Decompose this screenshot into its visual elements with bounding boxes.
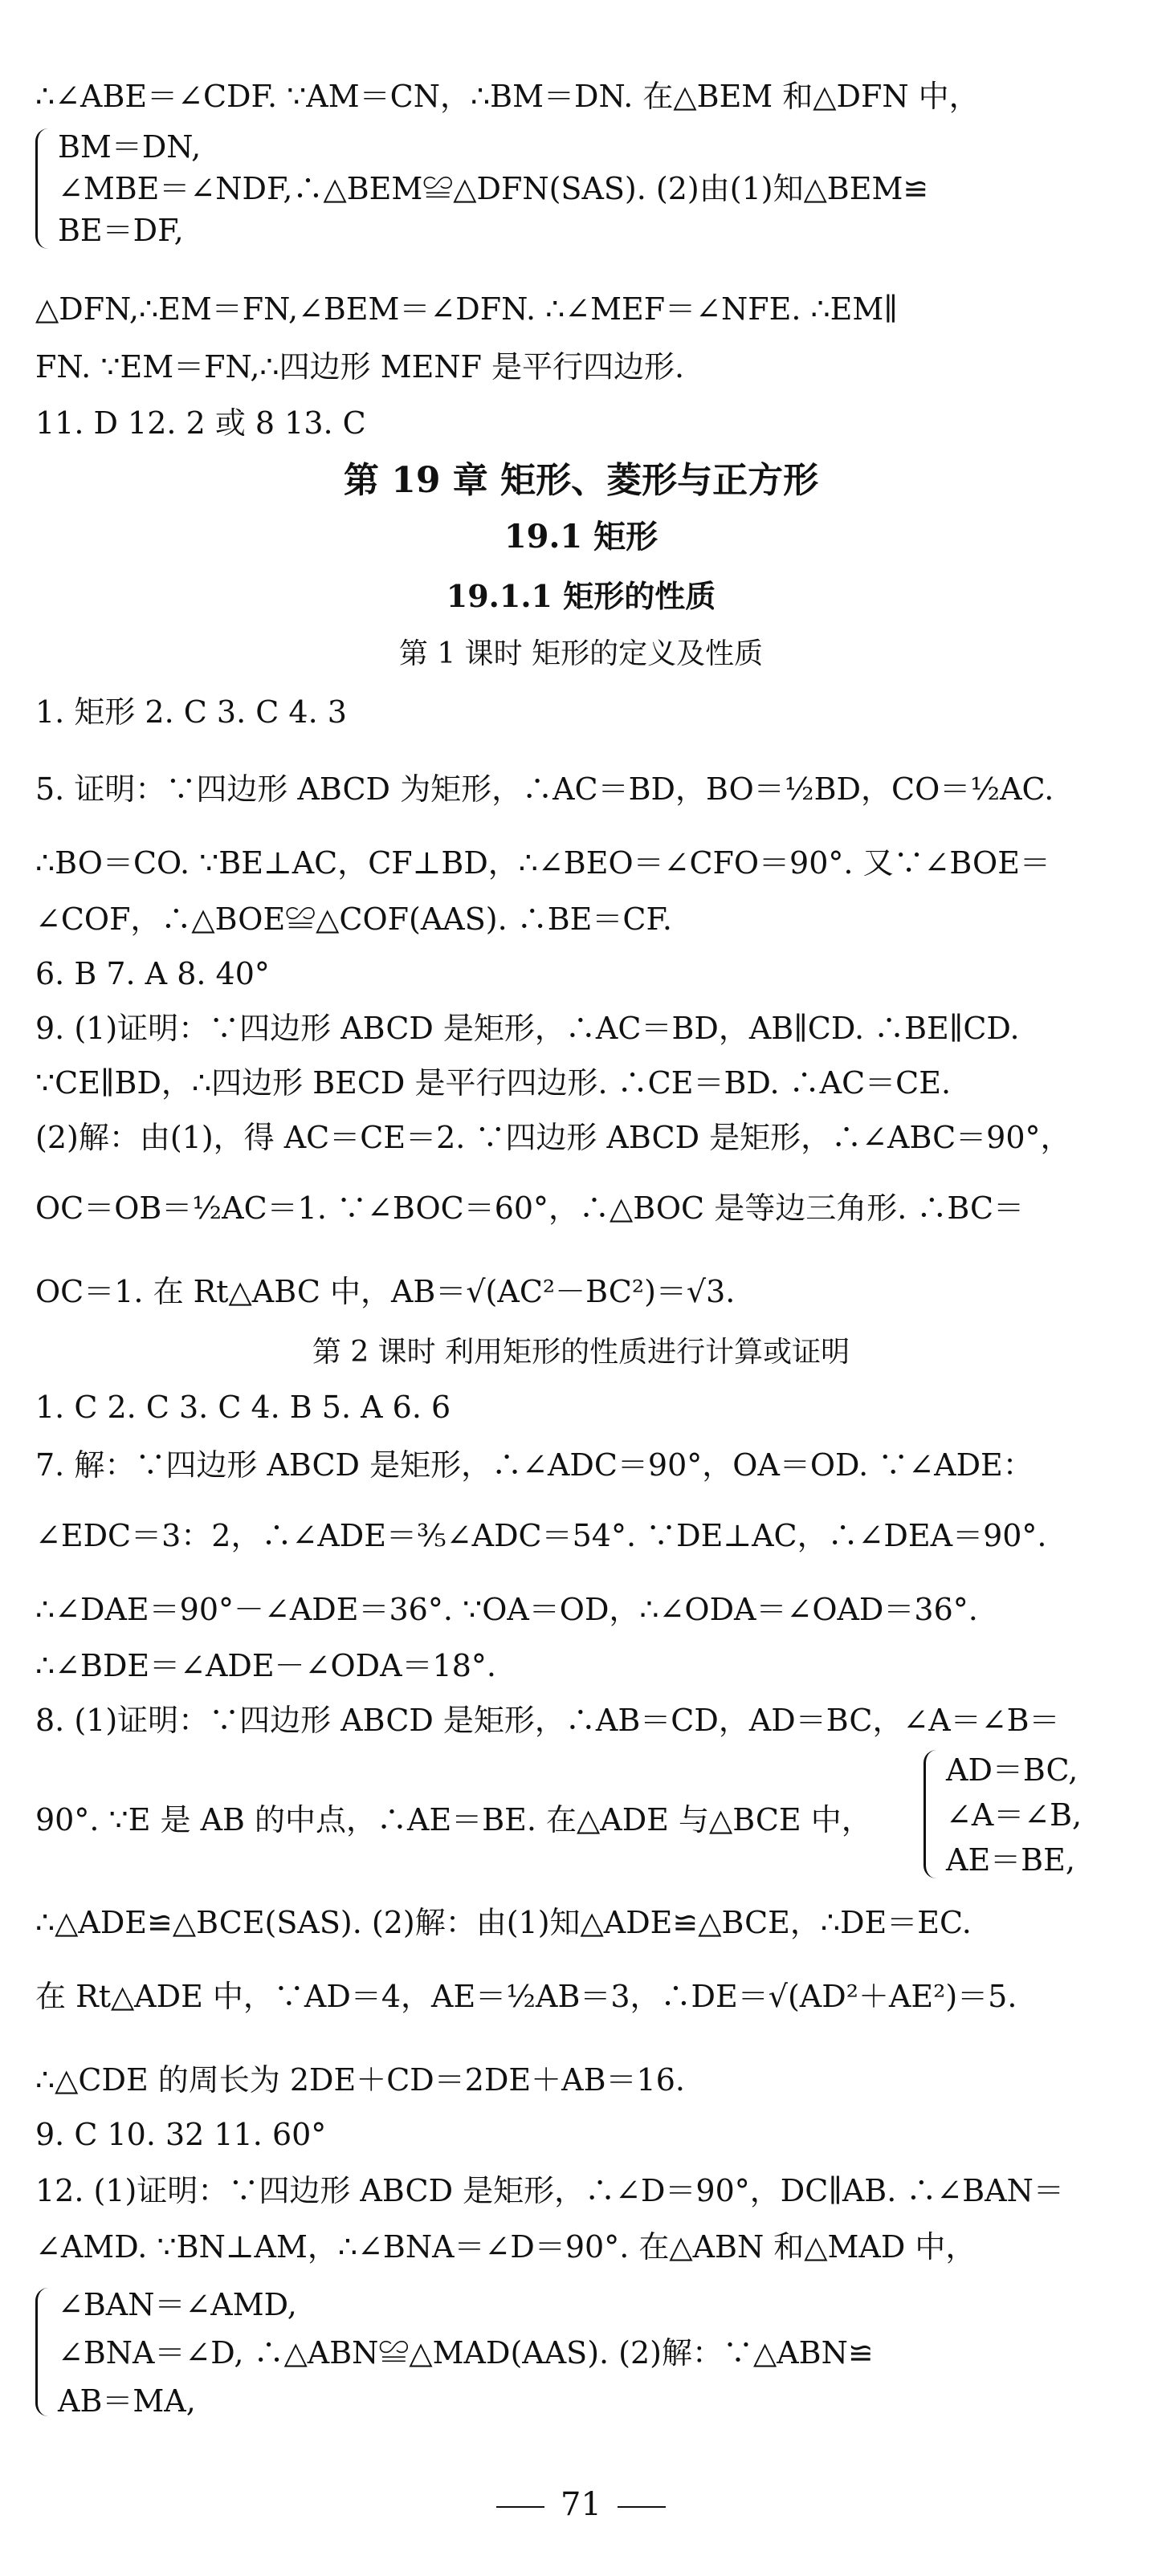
text-line: OC＝OB＝½AC＝1. ∵∠BOC＝60°，∴△BOC 是等边三角形. ∴BC＝ xyxy=(35,1190,1025,1226)
brace-line: ∠A＝∠B, xyxy=(946,1797,1082,1833)
text-line: ∵CE∥BD，∴四边形 BECD 是平行四边形. ∴CE＝BD. ∴AC＝CE. xyxy=(35,1065,952,1101)
text-line: 在 Rt△ADE 中，∵AD＝4，AE＝½AB＝3，∴DE＝√(AD²＋AE²)＝5. xyxy=(35,1979,1017,2014)
page-footer xyxy=(0,2480,1162,2529)
brace xyxy=(35,2288,55,2416)
text-line: ∴∠DAE＝90°－∠ADE＝36°. ∵OA＝OD，∴∠ODA＝∠OAD＝36°. xyxy=(35,1592,978,1627)
brace xyxy=(35,128,55,249)
brace-line: AD＝BC, xyxy=(946,1752,1078,1788)
text-line: △DFN,∴EM＝FN,∠BEM＝∠DFN. ∴∠MEF＝∠NFE. ∴EM∥ xyxy=(35,291,898,327)
text-line: 7. 解：∵四边形 ABCD 是矩形，∴∠ADC＝90°，OA＝OD. ∵∠ADE： xyxy=(35,1447,1034,1483)
brace xyxy=(923,1750,944,1878)
text-line: ∴BO＝CO. ∵BE⊥AC，CF⊥BD，∴∠BEO＝∠CFO＝90°. 又∵∠BOE＝ xyxy=(35,845,1050,881)
text-line: OC＝1. 在 Rt△ABC 中，AB＝√(AC²－BC²)＝√3. xyxy=(35,1274,736,1309)
text-line: 90°. ∵E 是 AB 的中点，∴AE＝BE. 在△ADE 与△BCE 中， xyxy=(35,1802,872,1837)
answer-line: 1. 矩形 2. C 3. C 4. 3 xyxy=(35,694,347,730)
page-number: 71 xyxy=(561,2486,601,2523)
text-line: ∴△ADE≌△BCE(SAS). (2)解：由(1)知△ADE≌△BCE，∴DE＝EC. xyxy=(35,1905,972,1940)
text-line: FN. ∵EM＝FN,∴四边形 MENF 是平行四边形. xyxy=(35,349,685,385)
text-line: ∴∠ABE＝∠CDF. ∵AM＝CN，∴BM＝DN. 在△BEM 和△DFN 中， xyxy=(35,79,980,114)
text-line: 8. (1)证明：∵四边形 ABCD 是矩形，∴AB＝CD，AD＝BC，∠A＝∠B＝ xyxy=(35,1703,1060,1738)
chapter-title: 第 19 章 矩形、菱形与正方形 xyxy=(343,460,819,501)
text-line: (2)解：由(1)，得 AC＝CE＝2. ∵四边形 ABCD 是矩形，∴∠ABC＝90°， xyxy=(35,1120,1071,1155)
footer-dash xyxy=(496,2506,544,2508)
brace-line: AE＝BE, xyxy=(946,1842,1075,1878)
brace-line: ∠MBE＝∠NDF,∴△BEM≌△DFN(SAS). (2)由(1)知△BEM≌ xyxy=(58,171,929,206)
answer-line: 11. D 12. 2 或 8 13. C xyxy=(35,405,366,441)
subsection-title: 19.1.1 矩形的性质 xyxy=(446,578,716,614)
text-line: ∠EDC＝3：2，∴∠ADE＝⅗∠ADC＝54°. ∵DE⊥AC，∴∠DEA＝90°. xyxy=(35,1518,1047,1553)
brace-line: BM＝DN, xyxy=(58,129,202,165)
brace-line: ∠BAN＝∠AMD, xyxy=(58,2287,297,2322)
text-line: 9. (1)证明：∵四边形 ABCD 是矩形，∴AC＝BD，AB∥CD. ∴BE∥CD. xyxy=(35,1011,1020,1046)
text-line: 5. 证明：∵四边形 ABCD 为矩形，∴AC＝BD，BO＝½BD，CO＝½AC. xyxy=(35,771,1054,807)
footer-dash xyxy=(618,2506,666,2508)
lesson-title: 第 1 课时 矩形的定义及性质 xyxy=(398,637,764,670)
answer-line: 9. C 10. 32 11. 60° xyxy=(35,2117,327,2152)
text-line: ∴△CDE 的周长为 2DE＋CD＝2DE＋AB＝16. xyxy=(35,2062,685,2098)
answer-line: 1. C 2. C 3. C 4. B 5. A 6. 6 xyxy=(35,1390,451,1425)
brace-line: ∠BNA＝∠D, ∴△ABN≌△MAD(AAS). (2)解：∵△ABN≌ xyxy=(58,2335,874,2370)
text-line: ∴∠BDE＝∠ADE－∠ODA＝18°. xyxy=(35,1648,496,1683)
text-line: ∠AMD. ∵BN⊥AM，∴∠BNA＝∠D＝90°. 在△ABN 和△MAD 中， xyxy=(35,2229,976,2265)
brace-line: BE＝DF, xyxy=(58,213,184,248)
section-title: 19.1 矩形 xyxy=(504,518,658,555)
lesson-title: 第 2 课时 利用矩形的性质进行计算或证明 xyxy=(312,1336,850,1369)
text-line: ∠COF，∴△BOE≌△COF(AAS). ∴BE＝CF. xyxy=(35,901,672,937)
brace-line: AB＝MA, xyxy=(58,2383,196,2419)
answer-line: 6. B 7. A 8. 40° xyxy=(35,956,270,991)
text-line: 12. (1)证明：∵四边形 ABCD 是矩形，∴∠D＝90°，DC∥AB. ∴∠BAN＝ xyxy=(35,2173,1064,2208)
